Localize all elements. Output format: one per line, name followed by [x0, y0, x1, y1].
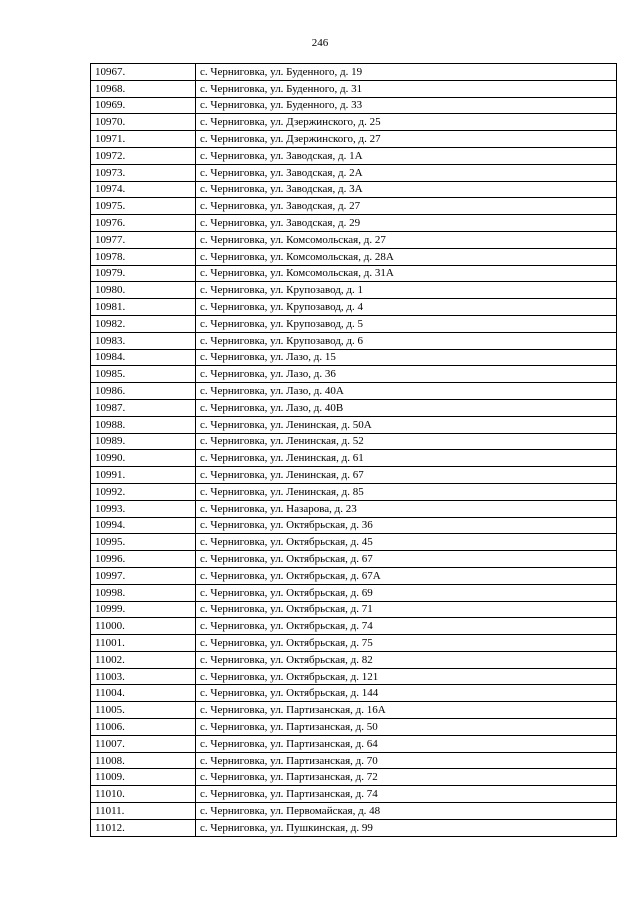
- table-row: [91, 500, 617, 517]
- row-address: с. Черниговка, ул. Буденного, д. 33: [196, 97, 617, 114]
- row-address: с. Черниговка, ул. Крупозавод, д. 4: [196, 299, 617, 316]
- row-address: с. Черниговка, ул. Заводская, д. 1А: [196, 147, 617, 164]
- row-address: с. Черниговка, ул. Лазо, д. 15: [196, 349, 617, 366]
- row-address: с. Черниговка, ул. Партизанская, д. 64: [196, 735, 617, 752]
- table-row: [91, 198, 617, 215]
- table-row: [91, 752, 617, 769]
- row-address: с. Черниговка, ул. Заводская, д. 2А: [196, 164, 617, 181]
- table-row: [91, 467, 617, 484]
- table-row: [91, 635, 617, 652]
- table-row: [91, 702, 617, 719]
- table-row: [91, 618, 617, 635]
- row-address: с. Черниговка, ул. Ленинская, д. 50А: [196, 416, 617, 433]
- table-row: [91, 685, 617, 702]
- table-row: [91, 433, 617, 450]
- row-number: 10970.: [91, 114, 196, 131]
- row-address: с. Черниговка, ул. Октябрьская, д. 121: [196, 668, 617, 685]
- row-number: 11009.: [91, 769, 196, 786]
- table-row: [91, 315, 617, 332]
- table-row: [91, 567, 617, 584]
- row-number: 11005.: [91, 702, 196, 719]
- row-address: с. Черниговка, ул. Октябрьская, д. 67А: [196, 567, 617, 584]
- row-address: с. Черниговка, ул. Пушкинская, д. 99: [196, 819, 617, 836]
- row-address: с. Черниговка, ул. Комсомольская, д. 27: [196, 231, 617, 248]
- table-row: [91, 299, 617, 316]
- table-row: [91, 584, 617, 601]
- row-address: с. Черниговка, ул. Назарова, д. 23: [196, 500, 617, 517]
- table-row: [91, 483, 617, 500]
- row-number: 10973.: [91, 164, 196, 181]
- row-address: с. Черниговка, ул. Октябрьская, д. 67: [196, 551, 617, 568]
- row-number: 11012.: [91, 819, 196, 836]
- row-number: 10997.: [91, 567, 196, 584]
- row-number: 10987.: [91, 399, 196, 416]
- row-address: с. Черниговка, ул. Лазо, д. 36: [196, 366, 617, 383]
- row-address: с. Черниговка, ул. Ленинская, д. 67: [196, 467, 617, 484]
- row-number: 10993.: [91, 500, 196, 517]
- row-address: с. Черниговка, ул. Ленинская, д. 52: [196, 433, 617, 450]
- row-number: 10982.: [91, 315, 196, 332]
- row-address: с. Черниговка, ул. Заводская, д. 3А: [196, 181, 617, 198]
- table-row: [91, 601, 617, 618]
- table-row: [91, 64, 617, 81]
- row-number: 10994.: [91, 517, 196, 534]
- row-number: 10980.: [91, 282, 196, 299]
- row-address: с. Черниговка, ул. Октябрьская, д. 45: [196, 534, 617, 551]
- row-number: 10990.: [91, 450, 196, 467]
- row-number: 10978.: [91, 248, 196, 265]
- table-row: [91, 517, 617, 534]
- row-number: 11003.: [91, 668, 196, 685]
- table-row: [91, 668, 617, 685]
- table-row: [91, 803, 617, 820]
- table-row: [91, 248, 617, 265]
- row-address: с. Черниговка, ул. Комсомольская, д. 28А: [196, 248, 617, 265]
- table-row: [91, 719, 617, 736]
- row-address: с. Черниговка, ул. Дзержинского, д. 27: [196, 131, 617, 148]
- row-number: 10988.: [91, 416, 196, 433]
- table-row: [91, 416, 617, 433]
- row-address: с. Черниговка, ул. Партизанская, д. 70: [196, 752, 617, 769]
- row-address: с. Черниговка, ул. Октябрьская, д. 82: [196, 651, 617, 668]
- row-address: с. Черниговка, ул. Октябрьская, д. 36: [196, 517, 617, 534]
- row-number: 10996.: [91, 551, 196, 568]
- row-address: с. Черниговка, ул. Первомайская, д. 48: [196, 803, 617, 820]
- row-number: 10969.: [91, 97, 196, 114]
- table-row: [91, 399, 617, 416]
- table-row: [91, 164, 617, 181]
- row-number: 10977.: [91, 231, 196, 248]
- row-address: с. Черниговка, ул. Октябрьская, д. 74: [196, 618, 617, 635]
- row-address: с. Черниговка, ул. Комсомольская, д. 31А: [196, 265, 617, 282]
- row-address: с. Черниговка, ул. Октябрьская, д. 71: [196, 601, 617, 618]
- address-table-body: [91, 64, 617, 837]
- table-row: [91, 450, 617, 467]
- table-row: [91, 97, 617, 114]
- table-row: [91, 349, 617, 366]
- table-row: [91, 282, 617, 299]
- row-number: 11010.: [91, 786, 196, 803]
- row-number: 10981.: [91, 299, 196, 316]
- table-row: [91, 215, 617, 232]
- row-address: с. Черниговка, ул. Партизанская, д. 50: [196, 719, 617, 736]
- row-number: 10983.: [91, 332, 196, 349]
- row-number: 10998.: [91, 584, 196, 601]
- row-number: 10989.: [91, 433, 196, 450]
- page-number: 246: [311, 37, 329, 49]
- table-row: [91, 181, 617, 198]
- row-address: с. Черниговка, ул. Лазо, д. 40В: [196, 399, 617, 416]
- row-address: с. Черниговка, ул. Буденного, д. 31: [196, 80, 617, 97]
- row-number: 11006.: [91, 719, 196, 736]
- table-row: [91, 786, 617, 803]
- row-number: 10991.: [91, 467, 196, 484]
- row-address: с. Черниговка, ул. Заводская, д. 29: [196, 215, 617, 232]
- row-number: 10985.: [91, 366, 196, 383]
- row-address: с. Черниговка, ул. Крупозавод, д. 5: [196, 315, 617, 332]
- row-number: 10992.: [91, 483, 196, 500]
- row-number: 10974.: [91, 181, 196, 198]
- row-number: 10999.: [91, 601, 196, 618]
- row-number: 11001.: [91, 635, 196, 652]
- row-address: с. Черниговка, ул. Заводская, д. 27: [196, 198, 617, 215]
- row-address: с. Черниговка, ул. Партизанская, д. 74: [196, 786, 617, 803]
- row-number: 11008.: [91, 752, 196, 769]
- table-row: [91, 131, 617, 148]
- row-address: с. Черниговка, ул. Партизанская, д. 16А: [196, 702, 617, 719]
- row-number: 10967.: [91, 64, 196, 81]
- table-row: [91, 551, 617, 568]
- row-number: 10979.: [91, 265, 196, 282]
- table-row: [91, 147, 617, 164]
- table-row: [91, 366, 617, 383]
- row-number: 10995.: [91, 534, 196, 551]
- table-row: [91, 383, 617, 400]
- row-address: с. Черниговка, ул. Лазо, д. 40А: [196, 383, 617, 400]
- row-address: с. Черниговка, ул. Ленинская, д. 61: [196, 450, 617, 467]
- table-row: [91, 735, 617, 752]
- row-number: 11007.: [91, 735, 196, 752]
- table-row: [91, 114, 617, 131]
- row-address: с. Черниговка, ул. Партизанская, д. 72: [196, 769, 617, 786]
- row-address: с. Черниговка, ул. Крупозавод, д. 6: [196, 332, 617, 349]
- table-row: [91, 651, 617, 668]
- row-number: 10986.: [91, 383, 196, 400]
- table-row: [91, 80, 617, 97]
- row-address: с. Черниговка, ул. Буденного, д. 19: [196, 64, 617, 81]
- row-number: 11002.: [91, 651, 196, 668]
- table-row: [91, 231, 617, 248]
- row-address: с. Черниговка, ул. Дзержинского, д. 25: [196, 114, 617, 131]
- row-number: 11011.: [91, 803, 196, 820]
- table-row: [91, 332, 617, 349]
- row-number: 10976.: [91, 215, 196, 232]
- row-number: 10975.: [91, 198, 196, 215]
- row-address: с. Черниговка, ул. Октябрьская, д. 75: [196, 635, 617, 652]
- row-number: 11004.: [91, 685, 196, 702]
- row-number: 10968.: [91, 80, 196, 97]
- row-address: с. Черниговка, ул. Ленинская, д. 85: [196, 483, 617, 500]
- row-number: 10971.: [91, 131, 196, 148]
- address-table: [90, 63, 617, 837]
- table-row: [91, 265, 617, 282]
- row-number: 11000.: [91, 618, 196, 635]
- table-row: [91, 534, 617, 551]
- row-number: 10984.: [91, 349, 196, 366]
- table-row: [91, 819, 617, 836]
- row-address: с. Черниговка, ул. Крупозавод, д. 1: [196, 282, 617, 299]
- row-address: с. Черниговка, ул. Октябрьская, д. 69: [196, 584, 617, 601]
- table-row: [91, 769, 617, 786]
- row-address: с. Черниговка, ул. Октябрьская, д. 144: [196, 685, 617, 702]
- row-number: 10972.: [91, 147, 196, 164]
